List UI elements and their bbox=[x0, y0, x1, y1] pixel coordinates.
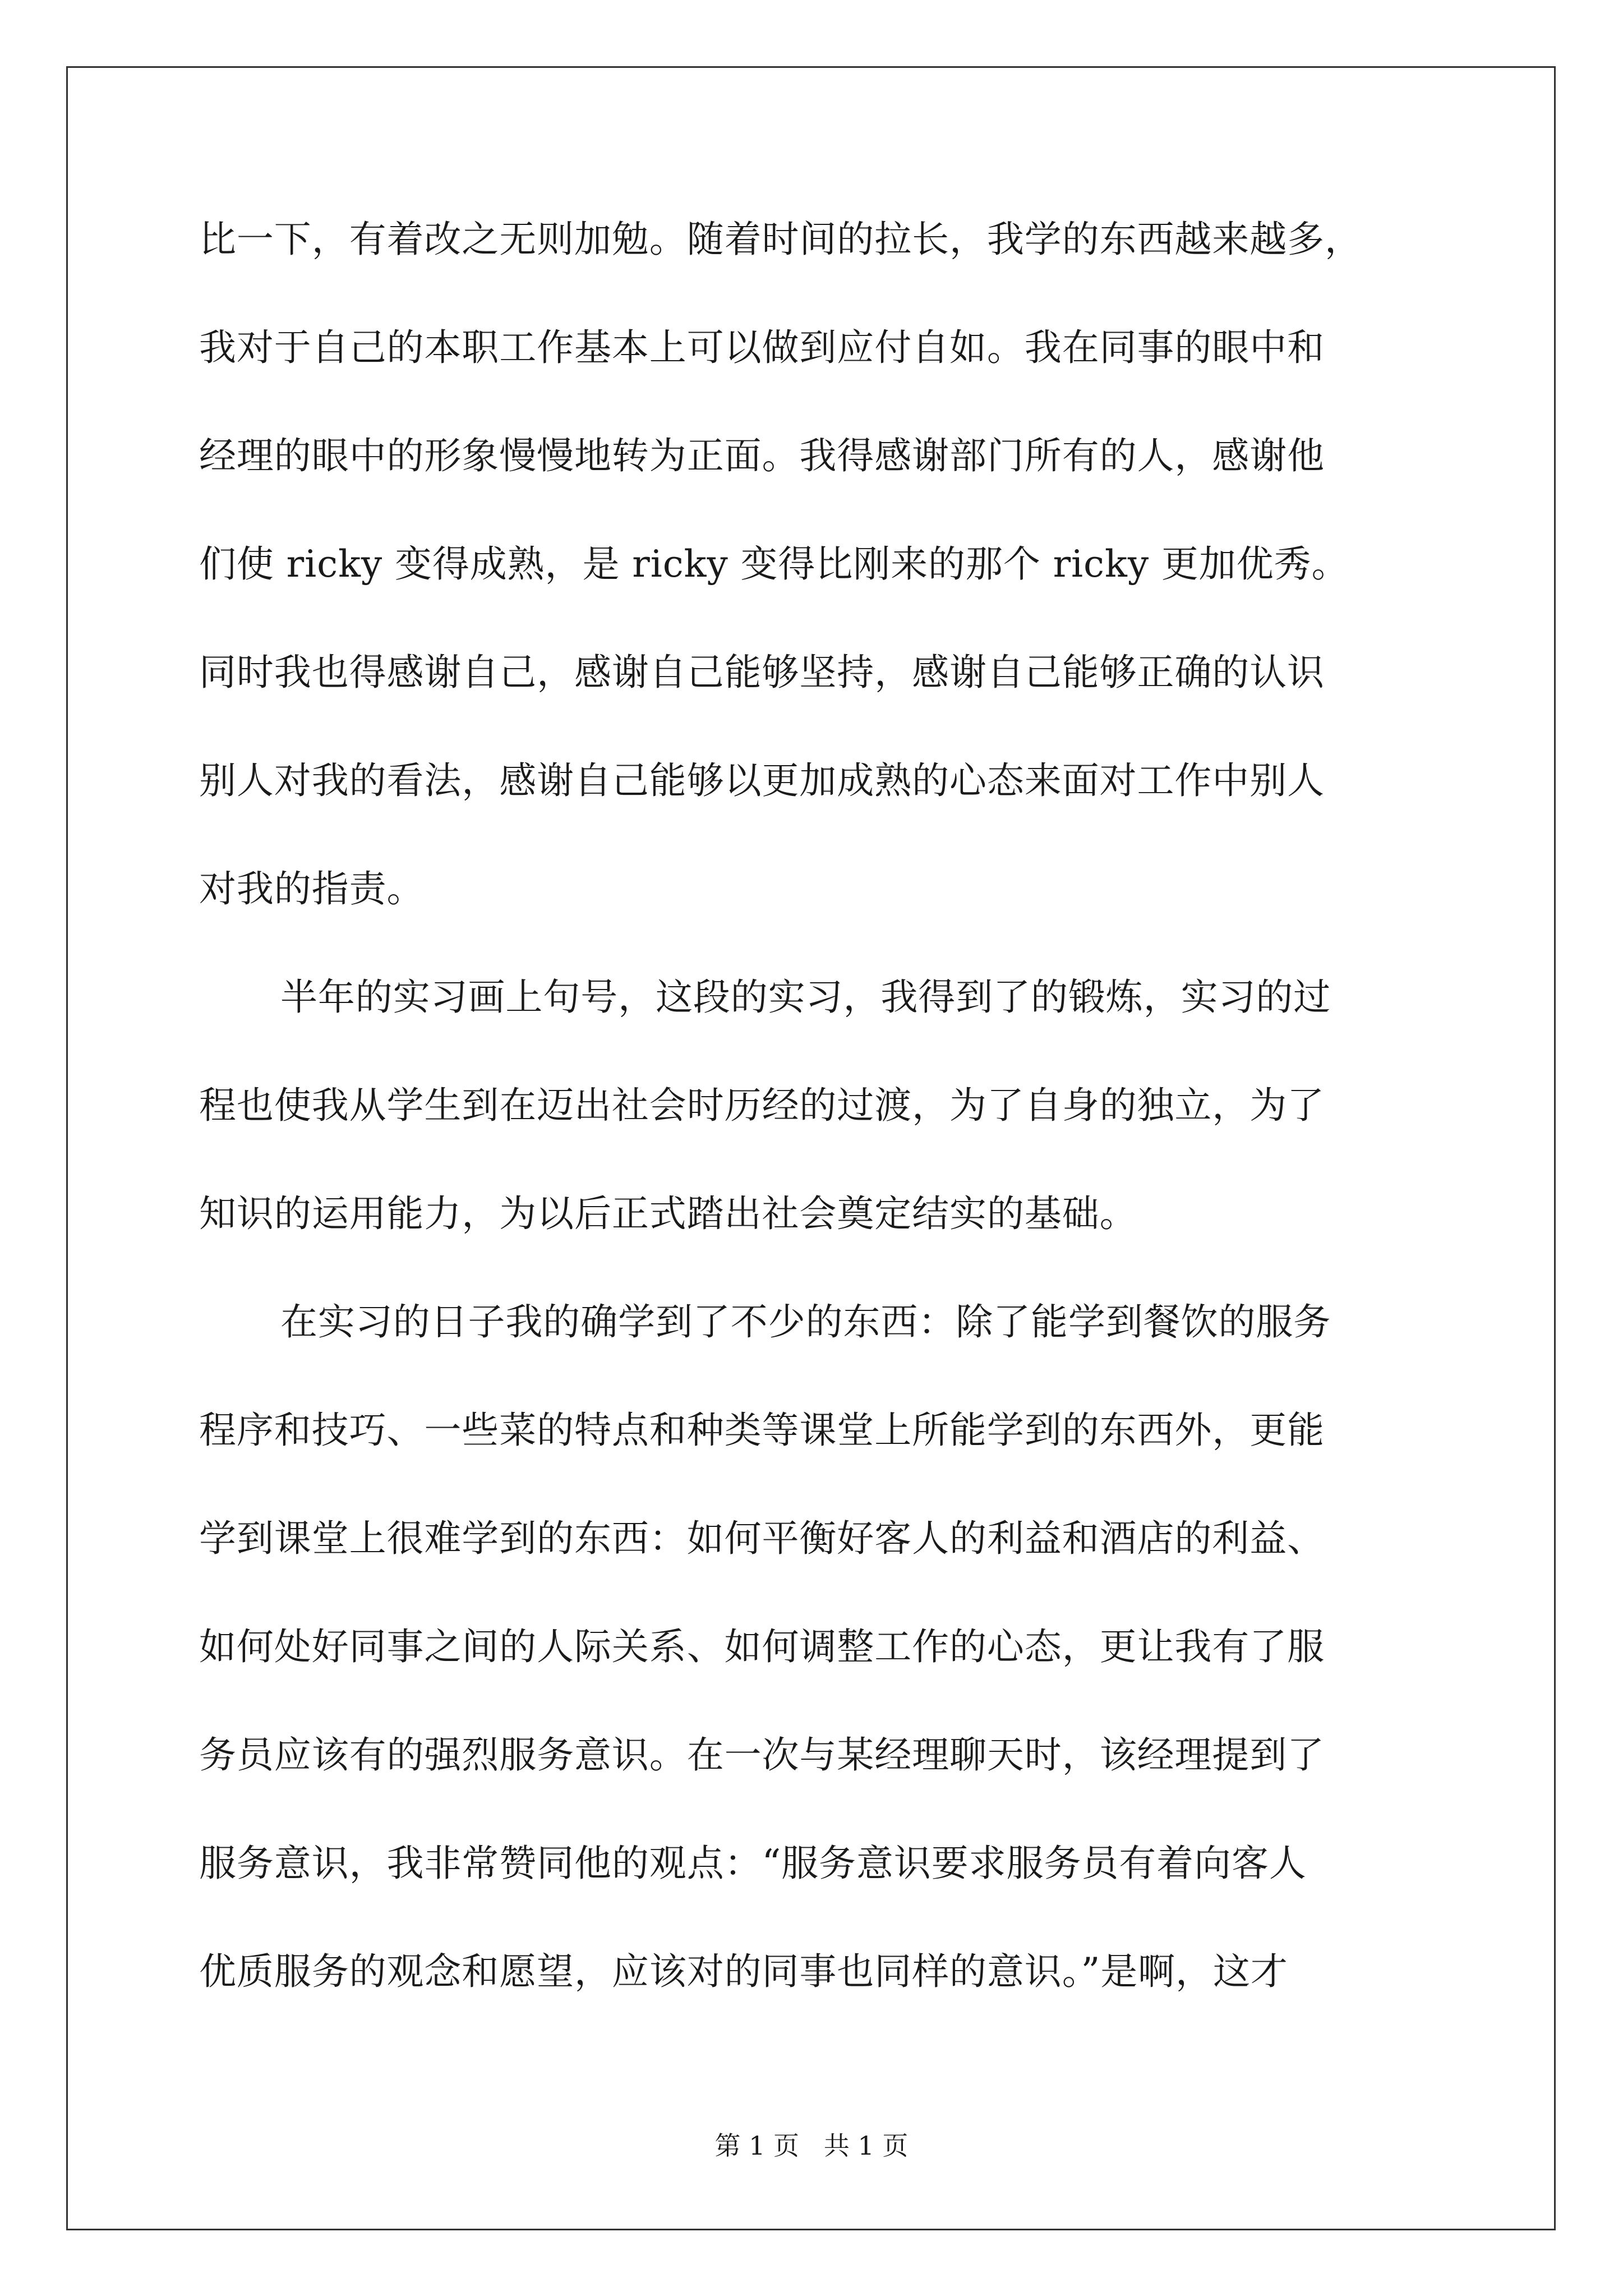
text-line-17: 优质服务的观念和愿望，应该对的同事也同样的意识。”是啊，这才 bbox=[199, 1950, 1288, 1993]
text-line-11: 在实习的日子我的确学到了不少的东西：除了能学到餐饮的服务 bbox=[280, 1300, 1331, 1343]
page-number-footer: 第 1 页 共 1 页 bbox=[714, 2131, 909, 2161]
text-line-14: 如何处好同事之间的人际关系、如何调整工作的心态，更让我有了服 bbox=[199, 1625, 1325, 1668]
text-line-4: 们使 ricky 变得成熟，是 ricky 变得比刚来的那个 ricky 更加优秀。 bbox=[199, 542, 1349, 586]
text-line-9: 程也使我从学生到在迈出社会时历经的过渡，为了自身的独立，为了 bbox=[199, 1084, 1325, 1127]
text-line-3: 经理的眼中的形象慢慢地转为正面。我得感谢部门所有的人，感谢他 bbox=[199, 434, 1325, 477]
text-line-6: 别人对我的看法，感谢自己能够以更加成熟的心态来面对工作中别人 bbox=[199, 759, 1325, 802]
text-line-1: 比一下，有着改之无则加勉。随着时间的拉长，我学的东西越来越多， bbox=[199, 218, 1362, 261]
text-line-7: 对我的指责。 bbox=[199, 867, 425, 910]
text-line-2: 我对于自己的本职工作基本上可以做到应付自如。我在同事的眼中和 bbox=[199, 326, 1325, 369]
text-line-8: 半年的实习画上句号，这段的实习，我得到了的锻炼，实习的过 bbox=[280, 976, 1331, 1019]
text-line-12: 程序和技巧、一些菜的特点和种类等课堂上所能学到的东西外，更能 bbox=[199, 1409, 1325, 1452]
text-line-5: 同时我也得感谢自己，感谢自己能够坚持，感谢自己能够正确的认识 bbox=[199, 651, 1325, 694]
text-line-10: 知识的运用能力，为以后正式踏出社会奠定结实的基础。 bbox=[199, 1192, 1137, 1235]
document-body bbox=[199, 185, 1433, 2026]
text-line-16: 服务意识，我非常赞同他的观点：“服务意识要求服务员有着向客人 bbox=[199, 1842, 1307, 1885]
text-line-15: 务员应该有的强烈服务意识。在一次与某经理聊天时，该经理提到了 bbox=[199, 1733, 1325, 1777]
text-line-13: 学到课堂上很难学到的东西：如何平衡好客人的利益和酒店的利益、 bbox=[199, 1517, 1325, 1560]
